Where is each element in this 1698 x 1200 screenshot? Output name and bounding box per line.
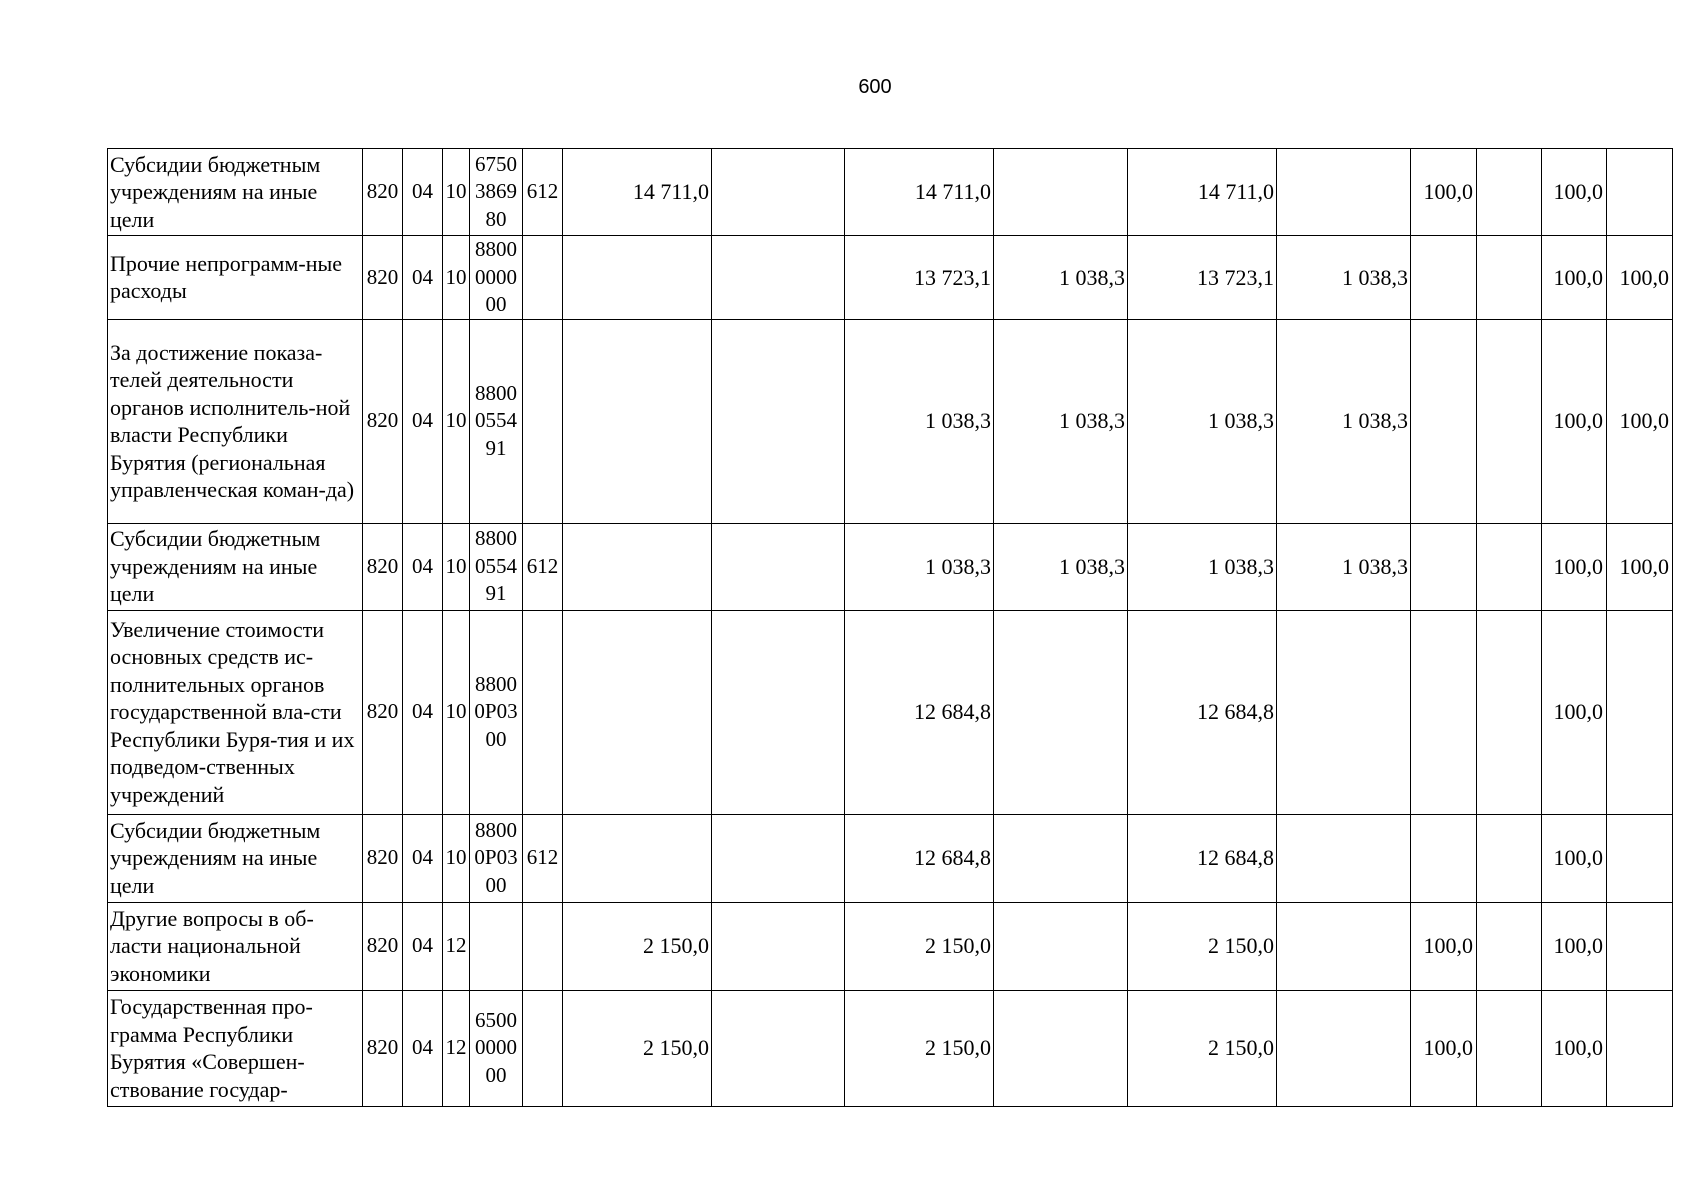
table-body (108, 149, 1673, 1107)
percent-cell-4: 100,0 (1607, 523, 1673, 610)
value-cell-2 (712, 990, 845, 1106)
value-cell-5: 2 150,0 (1128, 902, 1277, 990)
value-cell-1: 2 150,0 (563, 902, 712, 990)
target-article-cell (470, 319, 523, 523)
section-code-cell: 04 (403, 236, 443, 320)
admin-code-cell: 820 (363, 902, 403, 990)
percent-cell-2 (1477, 902, 1542, 990)
percent-cell-2 (1477, 319, 1542, 523)
value-cell-4 (994, 610, 1128, 814)
target-article-line: 0Р03 (474, 845, 518, 870)
value-cell-2 (712, 902, 845, 990)
value-cell-5: 2 150,0 (1128, 990, 1277, 1106)
section-code-cell: 04 (403, 610, 443, 814)
expense-type-cell (523, 319, 563, 523)
row-name-cell: Субсидии бюджетным учреждениям на иные цели (108, 814, 363, 902)
subsection-code-cell: 12 (443, 990, 470, 1106)
expense-type-cell: 612 (523, 814, 563, 902)
value-cell-5: 13 723,1 (1128, 236, 1277, 320)
row-name-cell: Прочие непрограмм-ные расходы (108, 236, 363, 320)
value-cell-6 (1277, 149, 1411, 236)
expense-type-cell (523, 610, 563, 814)
row-name-cell: Другие вопросы в об-ласти национальной экономики (108, 902, 363, 990)
section-code-cell: 04 (403, 814, 443, 902)
target-article-line: 0554 (475, 408, 517, 433)
expense-type-cell: 612 (523, 523, 563, 610)
value-cell-6 (1277, 902, 1411, 990)
section-code-cell: 04 (403, 990, 443, 1106)
table-row (108, 236, 1673, 320)
target-article-line: 8800 (475, 671, 517, 696)
value-cell-2 (712, 523, 845, 610)
target-article-line: 0554 (475, 553, 517, 578)
admin-code-cell: 820 (363, 523, 403, 610)
value-cell-4: 1 038,3 (994, 523, 1128, 610)
percent-cell-3: 100,0 (1542, 149, 1607, 236)
subsection-code-cell: 10 (443, 149, 470, 236)
section-code-cell: 04 (403, 319, 443, 523)
percent-cell-1 (1411, 523, 1477, 610)
row-name-cell: Увеличение стоимости основных средств ис-полнительных органов государственной вла-сти Республики Буря-тия и их подведом-ственных учреждений (108, 610, 363, 814)
value-cell-2 (712, 814, 845, 902)
expense-type-cell (523, 990, 563, 1106)
table-row (108, 902, 1673, 990)
row-name-cell: Субсидии бюджетным учреждениям на иные цели (108, 149, 363, 236)
admin-code-cell: 820 (363, 990, 403, 1106)
percent-cell-4 (1607, 814, 1673, 902)
target-article-cell (470, 814, 523, 902)
value-cell-1: 14 711,0 (563, 149, 712, 236)
value-cell-3: 1 038,3 (845, 319, 994, 523)
section-code-cell: 04 (403, 149, 443, 236)
value-cell-3: 1 038,3 (845, 523, 994, 610)
subsection-code-cell: 10 (443, 319, 470, 523)
value-cell-3: 12 684,8 (845, 610, 994, 814)
percent-cell-1: 100,0 (1411, 902, 1477, 990)
admin-code-cell: 820 (363, 610, 403, 814)
subsection-code-cell: 10 (443, 236, 470, 320)
percent-cell-2 (1477, 814, 1542, 902)
value-cell-1 (563, 523, 712, 610)
target-article-line: 6500 (475, 1007, 517, 1032)
expense-type-cell (523, 902, 563, 990)
percent-cell-3: 100,0 (1542, 990, 1607, 1106)
percent-cell-4 (1607, 149, 1673, 236)
value-cell-1 (563, 610, 712, 814)
table-row (108, 149, 1673, 236)
subsection-code-cell: 10 (443, 523, 470, 610)
value-cell-4: 1 038,3 (994, 319, 1128, 523)
target-article-cell (470, 990, 523, 1106)
target-article-line: 0000 (475, 1035, 517, 1060)
value-cell-3: 13 723,1 (845, 236, 994, 320)
target-article-line: 3869 (475, 179, 517, 204)
row-name-cell: За достижение показа-телей деятельности органов исполнитель-ной власти Республики Бурятия (региональная управленческая коман-да) (108, 319, 363, 523)
percent-cell-1 (1411, 814, 1477, 902)
value-cell-1: 2 150,0 (563, 990, 712, 1106)
percent-cell-2 (1477, 236, 1542, 320)
table-row (108, 814, 1673, 902)
target-article-line: 6750 (475, 151, 517, 176)
value-cell-4 (994, 902, 1128, 990)
target-article-line: 0Р03 (474, 699, 518, 724)
target-article-line: 8800 (475, 526, 517, 551)
value-cell-6 (1277, 990, 1411, 1106)
percent-cell-4 (1607, 610, 1673, 814)
table-row (108, 319, 1673, 523)
percent-cell-1 (1411, 319, 1477, 523)
table-row (108, 610, 1673, 814)
expense-type-cell: 612 (523, 149, 563, 236)
value-cell-5: 12 684,8 (1128, 610, 1277, 814)
percent-cell-4: 100,0 (1607, 236, 1673, 320)
value-cell-5: 1 038,3 (1128, 523, 1277, 610)
percent-cell-1 (1411, 610, 1477, 814)
value-cell-1 (563, 814, 712, 902)
target-article-line: 00 (485, 872, 507, 897)
percent-cell-4: 100,0 (1607, 319, 1673, 523)
expense-type-cell (523, 236, 563, 320)
section-code-cell: 04 (403, 523, 443, 610)
admin-code-cell: 820 (363, 149, 403, 236)
percent-cell-4 (1607, 902, 1673, 990)
target-article-line: 00 (485, 292, 507, 316)
percent-cell-3: 100,0 (1542, 610, 1607, 814)
value-cell-2 (712, 149, 845, 236)
value-cell-5: 12 684,8 (1128, 814, 1277, 902)
value-cell-6 (1277, 814, 1411, 902)
admin-code-cell: 820 (363, 814, 403, 902)
percent-cell-1 (1411, 236, 1477, 320)
percent-cell-2 (1477, 610, 1542, 814)
subsection-code-cell: 10 (443, 814, 470, 902)
target-article-cell (470, 902, 523, 990)
value-cell-4 (994, 149, 1128, 236)
percent-cell-4 (1607, 990, 1673, 1106)
target-article-cell (470, 236, 523, 320)
value-cell-4 (994, 990, 1128, 1106)
percent-cell-2 (1477, 523, 1542, 610)
percent-cell-2 (1477, 149, 1542, 236)
percent-cell-3: 100,0 (1542, 236, 1607, 320)
value-cell-1 (563, 236, 712, 320)
row-name-cell: Субсидии бюджетным учреждениям на иные цели (108, 523, 363, 610)
page-number: 600 (858, 76, 892, 98)
percent-cell-3: 100,0 (1542, 523, 1607, 610)
admin-code-cell: 820 (363, 319, 403, 523)
target-article-cell (470, 523, 523, 610)
value-cell-6 (1277, 610, 1411, 814)
subsection-code-cell: 10 (443, 610, 470, 814)
budget-table (107, 148, 1673, 1107)
subsection-code-cell: 12 (443, 902, 470, 990)
value-cell-5: 1 038,3 (1128, 319, 1277, 523)
percent-cell-1: 100,0 (1411, 990, 1477, 1106)
value-cell-3: 14 711,0 (845, 149, 994, 236)
value-cell-2 (712, 236, 845, 320)
target-article-line: 8800 (475, 380, 517, 405)
value-cell-1 (563, 319, 712, 523)
target-article-line: 8800 (475, 237, 517, 261)
percent-cell-2 (1477, 990, 1542, 1106)
table-row (108, 990, 1673, 1106)
value-cell-2 (712, 610, 845, 814)
value-cell-6: 1 038,3 (1277, 319, 1411, 523)
percent-cell-3: 100,0 (1542, 319, 1607, 523)
value-cell-3: 2 150,0 (845, 990, 994, 1106)
target-article-line: 00 (485, 726, 507, 751)
value-cell-3: 2 150,0 (845, 902, 994, 990)
percent-cell-1: 100,0 (1411, 149, 1477, 236)
percent-cell-3: 100,0 (1542, 902, 1607, 990)
target-article-line: 8800 (475, 817, 517, 842)
value-cell-6: 1 038,3 (1277, 523, 1411, 610)
target-article-line: 80 (485, 206, 507, 231)
target-article-cell (470, 149, 523, 236)
target-article-line: 91 (485, 581, 507, 606)
admin-code-cell: 820 (363, 236, 403, 320)
value-cell-4 (994, 814, 1128, 902)
percent-cell-3: 100,0 (1542, 814, 1607, 902)
row-name-cell: Государственная про-грамма Республики Бурятия «Совершен-ствование государ- (108, 990, 363, 1106)
value-cell-4: 1 038,3 (994, 236, 1128, 320)
value-cell-5: 14 711,0 (1128, 149, 1277, 236)
value-cell-6: 1 038,3 (1277, 236, 1411, 320)
value-cell-3: 12 684,8 (845, 814, 994, 902)
target-article-line: 0000 (475, 264, 517, 289)
target-article-line: 00 (485, 1062, 507, 1087)
target-article-line: 91 (485, 435, 507, 460)
section-code-cell: 04 (403, 902, 443, 990)
table-row (108, 523, 1673, 610)
target-article-cell (470, 610, 523, 814)
value-cell-2 (712, 319, 845, 523)
